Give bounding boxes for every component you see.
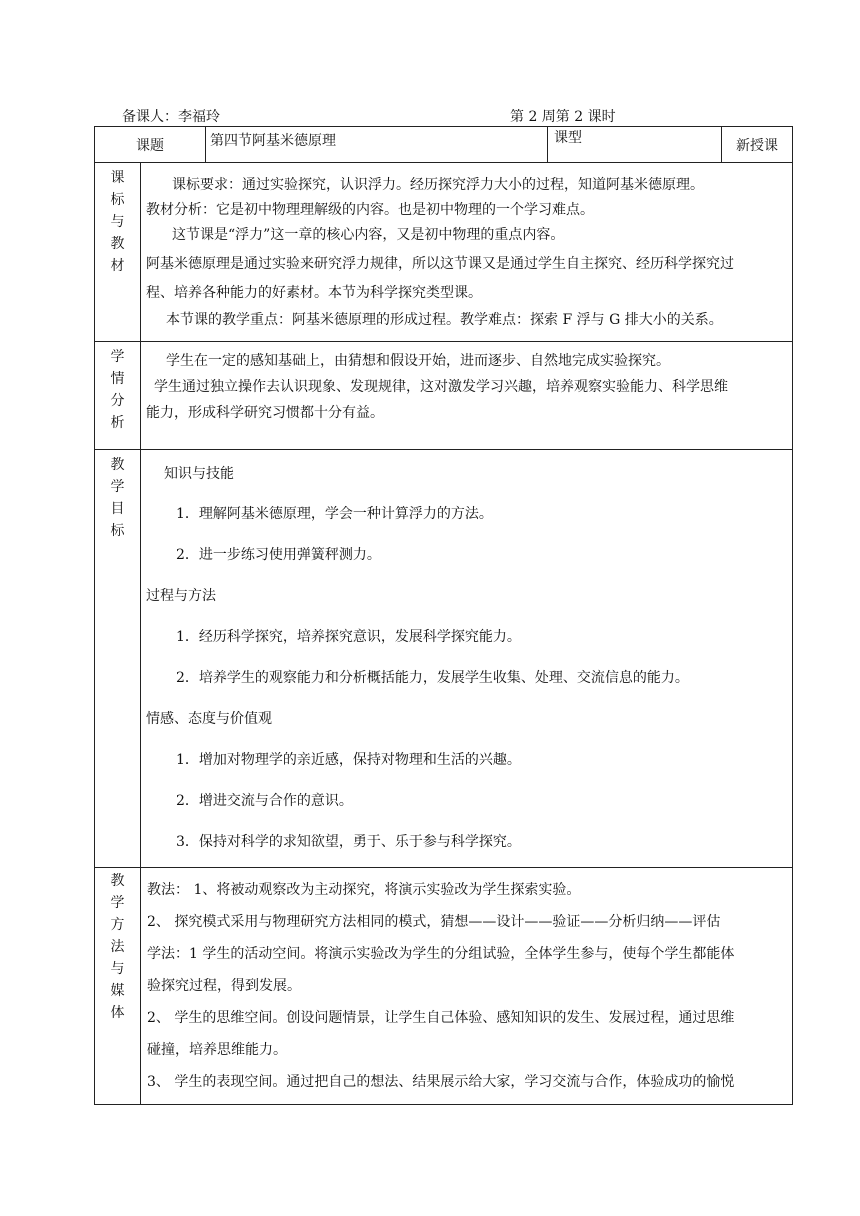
preparer-label: 备课人：李福玲: [122, 109, 220, 125]
curriculum-paragraph: 本节课的教学重点：阿基米德原理的形成过程。教学难点：探索 F 浮与 G 排大小的关系。: [166, 312, 723, 328]
method-line: 2、 探究模式采用与物理研究方法相同的模式，猜想——设计——验证——分析归纳——评估: [147, 914, 721, 930]
goals-row: [95, 450, 793, 868]
goal-item: 2．培养学生的观察能力和分析概括能力，发展学生收集、处理、交流信息的能力。: [176, 670, 689, 686]
curriculum-row: [95, 163, 793, 342]
curriculum-paragraph: 课标要求：通过实验探究，认识浮力。经历探究浮力大小的过程，知道阿基米德原理。: [172, 177, 704, 193]
student-paragraph: 学生通过独立操作去认识现象、发现规律，这对激发学习兴趣，培养观察实验能力、科学思维: [154, 379, 728, 395]
goal-item: 2．增进交流与合作的意识。: [176, 793, 353, 809]
curriculum-label: 课 标 与 教 材: [95, 163, 141, 342]
lesson-type-label: 课型: [548, 127, 722, 163]
methods-label: 教 学 方 法 与 媒 体: [95, 868, 141, 1105]
methods-row: [95, 868, 793, 1105]
goals-heading: 知识与技能: [164, 466, 234, 482]
methods-content: [141, 868, 793, 1105]
student-content: [141, 342, 793, 450]
student-paragraph: 能力，形成科学研究习惯都十分有益。: [146, 405, 384, 421]
student-paragraph: 学生在一定的感知基础上，由猜想和假设开始，进而逐步、自然地完成实验探究。: [166, 353, 670, 369]
curriculum-content: [141, 163, 793, 342]
goal-item: 2．进一步练习使用弹簧秤测力。: [176, 547, 381, 563]
curriculum-paragraph: 这节课是“浮力”这一章的核心内容，又是初中物理的重点内容。: [172, 227, 565, 243]
week-label: 第 2 周第 2 课时: [510, 109, 616, 125]
topic-value: 第四节阿基米德原理: [206, 127, 548, 163]
goal-item: 1．增加对物理学的亲近感，保持对物理和生活的兴趣。: [176, 752, 521, 768]
method-line: 验探究过程，得到发展。: [147, 978, 301, 994]
method-line: 学法：1 学生的活动空间。将演示实验改为学生的分组试验，全体学生参与，使每个学生都能体: [147, 946, 735, 962]
student-row: [95, 342, 793, 450]
goals-content: [141, 450, 793, 868]
lesson-type-value: 新授课: [722, 127, 793, 163]
lesson-plan-table: [94, 126, 793, 1105]
method-line: 教法： 1、将被动观察改为主动探究，将演示实验改为学生探索实验。: [147, 882, 581, 898]
goal-item: 3．保持对科学的求知欲望，勇于、乐于参与科学探究。: [176, 834, 521, 850]
method-line: 2、 学生的思维空间。创设问题情景，让学生自己体验、感知知识的发生、发展过程，通过思维: [147, 1010, 735, 1026]
title-row: [95, 127, 793, 163]
topic-label: 课题: [95, 127, 206, 163]
goal-item: 1．理解阿基米德原理，学会一种计算浮力的方法。: [176, 506, 493, 522]
method-line: 碰撞，培养思维能力。: [147, 1042, 287, 1058]
goals-heading: 情感、态度与价值观: [146, 711, 272, 727]
curriculum-paragraph: 教材分析：它是初中物理理解级的内容。也是初中物理的一个学习难点。: [146, 202, 594, 218]
goals-heading: 过程与方法: [146, 588, 216, 604]
method-line: 3、 学生的表现空间。通过把自己的想法、结果展示给大家，学习交流与合作，体验成功的愉悦: [147, 1074, 735, 1090]
goal-item: 1．经历科学探究，培养探究意识，发展科学探究能力。: [176, 629, 521, 645]
curriculum-paragraph: 阿基米德原理是通过实验来研究浮力规律，所以这节课又是通过学生自主探究、经历科学探究过: [146, 256, 734, 272]
curriculum-paragraph: 程、培养各种能力的好素材。本节为科学探究类型课。: [146, 285, 482, 301]
student-label: 学 情 分 析: [95, 342, 141, 450]
goals-label: 教 学 目 标: [95, 450, 141, 868]
